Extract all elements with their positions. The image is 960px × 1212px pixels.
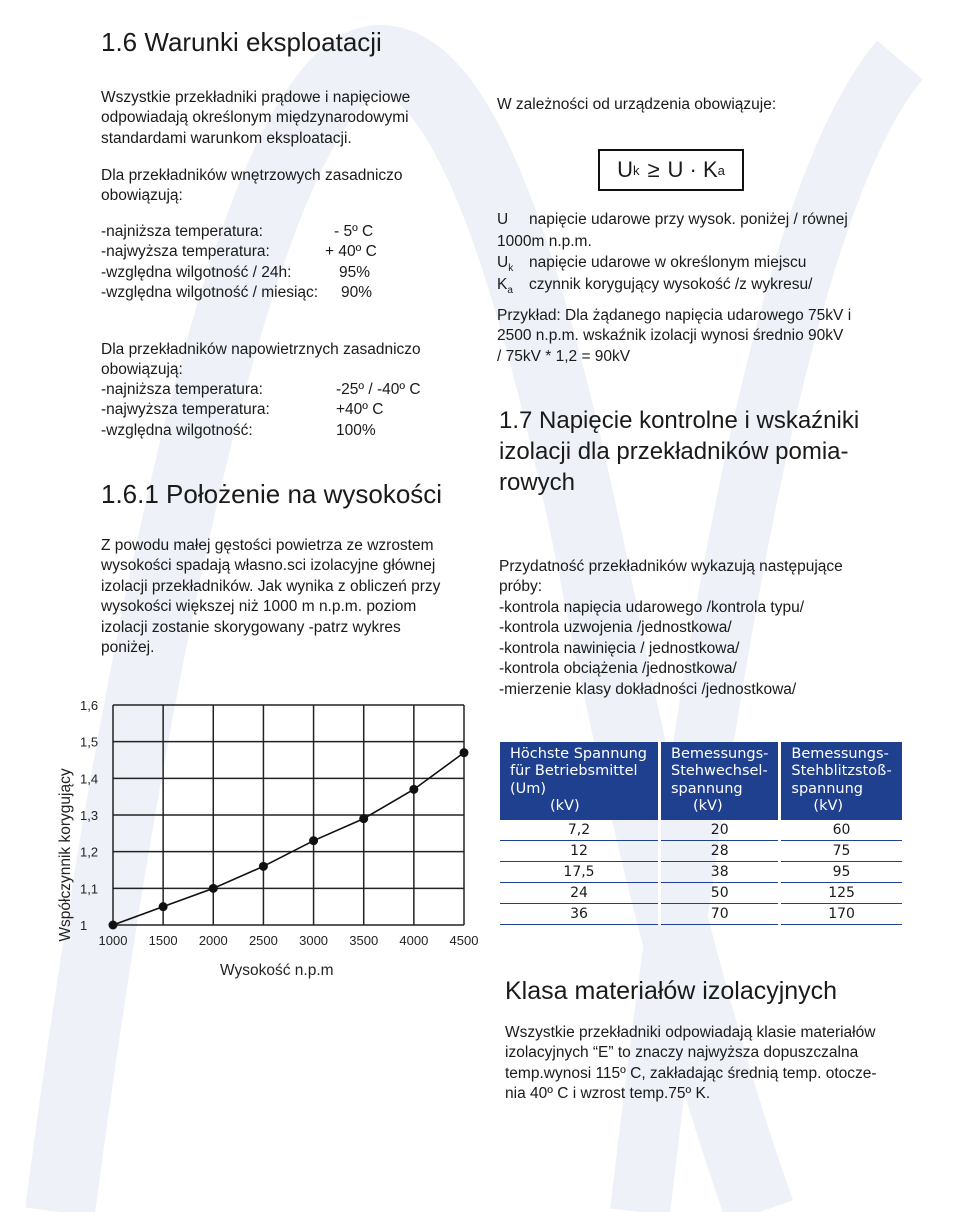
x-tick-label: 2000 xyxy=(198,933,228,948)
x-tick-label: 2500 xyxy=(248,933,278,948)
altitude-paragraph xyxy=(101,536,471,659)
formula-lhs-sub: k xyxy=(632,162,640,178)
legend-row xyxy=(497,210,897,232)
y-tick-label: 1,5 xyxy=(80,734,99,750)
dependency-intro: W zależności od urządzenia obowiązuje: xyxy=(497,96,777,113)
header-line: (kV) xyxy=(550,798,580,815)
table-cell: 60 xyxy=(780,820,902,841)
altitude-correction-chart xyxy=(40,690,490,990)
condition-row xyxy=(101,421,461,441)
y-tick-label: 1,1 xyxy=(80,881,99,897)
test-title-line: rowych xyxy=(499,469,576,497)
tests-line: -mierzenie klasy dokładności /jednostkowa/ xyxy=(499,680,797,698)
condition-label: -względna wilgotność / miesiąc: xyxy=(101,284,319,302)
table-header-cell xyxy=(500,742,660,820)
x-tick-label: 4000 xyxy=(399,933,429,948)
condition-row xyxy=(101,263,461,283)
altitude-line: wysokości spadają własno.sci izolacyjne głównej xyxy=(101,557,436,575)
example-line: / 75kV * 1,2 = 90kV xyxy=(497,347,631,365)
materials-title: Klasa materiałów izolacyjnych xyxy=(505,977,838,1005)
tests-line: -kontrola obciążenia /jednostkowa/ xyxy=(499,660,737,678)
condition-row xyxy=(101,380,461,400)
y-tick-label: 1,2 xyxy=(80,844,99,860)
data-point xyxy=(460,748,469,757)
condition-value: +40º C xyxy=(336,401,384,419)
condition-row xyxy=(101,283,461,303)
formula-rhs-sub: a xyxy=(717,162,725,178)
legend-symbol: U xyxy=(497,211,509,228)
data-point xyxy=(309,836,318,845)
table-cell: 28 xyxy=(660,840,780,861)
x-tick-label: 3000 xyxy=(299,933,329,948)
header-line: Bemessungs- xyxy=(671,746,769,762)
intro-line: odpowiadają określonym międzynarodowymi xyxy=(101,109,409,127)
table-row xyxy=(500,882,902,903)
formula-operator: ≥ xyxy=(647,157,660,182)
legend-text: 1000m n.p.m. xyxy=(497,233,592,251)
y-tick-label: 1,4 xyxy=(80,771,99,787)
intro-paragraph xyxy=(101,88,461,149)
materials-line: Wszystkie przekładniki odpowiadają klasie materiałów xyxy=(505,1024,876,1041)
header-line: (kV) xyxy=(813,798,844,815)
table-cell: 7,2 xyxy=(500,820,660,841)
condition-value: 90% xyxy=(341,284,373,302)
condition-value: 100% xyxy=(336,421,376,439)
table-cell: 75 xyxy=(780,840,902,861)
outdoor-heading-line: Dla przekładników napowietrznych zasadniczo xyxy=(101,341,421,358)
legend-symbol: U xyxy=(497,253,509,271)
table-cell: 17,5 xyxy=(500,861,660,882)
indoor-heading xyxy=(101,166,461,207)
altitude-title: 1.6.1 Położenie na wysokości xyxy=(101,479,443,509)
x-tick-label: 3500 xyxy=(349,933,379,948)
legend-text: czynnik korygujący wysokość /z wykresu/ xyxy=(529,276,813,294)
formula-rhs: U · K xyxy=(667,157,718,182)
condition-label: -najniższa temperatura: xyxy=(101,223,263,240)
example-paragraph xyxy=(497,306,907,367)
data-point xyxy=(409,785,418,794)
indoor-heading-line: obowiązują: xyxy=(101,187,183,205)
condition-row xyxy=(101,222,461,242)
materials-paragraph xyxy=(505,1023,925,1105)
table-cell: 24 xyxy=(500,882,660,903)
y-tick-label: 1,6 xyxy=(80,698,99,713)
materials-line: nia 40º C i wzrost temp.75º K. xyxy=(505,1085,711,1103)
condition-label: -względna wilgotność / 24h: xyxy=(101,263,292,281)
table-header-cell xyxy=(780,742,902,820)
condition-row xyxy=(101,242,461,262)
test-title-line: 1.7 Napięcie kontrolne i wskaźniki xyxy=(499,407,860,434)
header-line: Stehwechsel- xyxy=(671,763,768,780)
legend-row xyxy=(497,275,897,297)
condition-value: 95% xyxy=(339,263,371,281)
table-row xyxy=(500,903,902,924)
formula-box xyxy=(598,149,744,191)
table-cell: 38 xyxy=(660,861,780,882)
table-cell: 12 xyxy=(500,840,660,861)
condition-label: -najwyższa temperatura: xyxy=(101,243,270,261)
condition-value: -25º / -40º C xyxy=(336,381,421,398)
tests-line: próby: xyxy=(499,578,543,596)
table-row xyxy=(500,820,902,841)
header-line: Höchste Spannung xyxy=(510,746,647,762)
legend-symbol: K xyxy=(497,276,508,294)
condition-row xyxy=(101,400,461,420)
altitude-line: poniżej. xyxy=(101,639,155,657)
condition-label: -najniższa temperatura: xyxy=(101,381,263,398)
legend-row xyxy=(497,253,897,275)
test-title-line: izolacji dla przekładników pomia- xyxy=(499,438,849,466)
altitude-line: izolacji zostanie skorygowany -patrz wykres xyxy=(101,618,401,636)
condition-label: -najwyższa temperatura: xyxy=(101,401,270,419)
indoor-conditions-list xyxy=(101,222,461,304)
header-line: Bemessungs- xyxy=(791,746,889,762)
altitude-line: Z powodu małej gęstości powietrza ze wzrostem xyxy=(101,537,434,554)
data-point xyxy=(359,814,368,823)
tests-line: -kontrola uzwojenia /jednostkowa/ xyxy=(499,619,732,637)
test-section-title xyxy=(499,405,919,499)
outdoor-conditions-list xyxy=(101,380,461,441)
table-cell: 36 xyxy=(500,903,660,924)
table-row xyxy=(500,861,902,882)
header-line: für Betriebsmittel xyxy=(510,763,638,780)
table-cell: 95 xyxy=(780,861,902,882)
y-axis-label: Współczynnik korygujący xyxy=(57,768,74,942)
altitude-line: wysokości większej niż 1000 m n.p.m. poziom xyxy=(101,598,417,616)
outdoor-heading-line: obowiązują: xyxy=(101,361,183,379)
table-cell: 70 xyxy=(660,903,780,924)
condition-value: - 5º C xyxy=(334,223,374,240)
x-tick-label: 1500 xyxy=(148,933,178,948)
header-line: (kV) xyxy=(693,798,723,815)
tests-line: Przydatność przekładników wykazują następujące xyxy=(499,558,843,575)
tests-list xyxy=(499,557,899,700)
legend-symbol-sub: a xyxy=(507,285,513,297)
header-line: spannung xyxy=(791,780,864,797)
legend-text: napięcie udarowe w określonym miejscu xyxy=(529,253,807,271)
tests-line: -kontrola nawinięcia / jednostkowa/ xyxy=(499,639,740,657)
symbol-legend xyxy=(497,210,897,297)
intro-line: standardami warunkom eksploatacji. xyxy=(101,129,352,147)
header-line: Stehblitzstoß- xyxy=(791,763,892,780)
voltage-table xyxy=(500,742,902,925)
x-tick-label: 1000 xyxy=(98,933,128,948)
header-line: spannung xyxy=(671,780,743,797)
table-header-cell xyxy=(660,742,780,820)
example-line: 2500 n.p.m. wskaźnik izolacji wynosi średnio 90kV xyxy=(497,327,844,345)
condition-label: -względna wilgotność: xyxy=(101,421,253,439)
condition-value: + 40º C xyxy=(325,243,377,261)
tests-line: -kontrola napięcia udarowego /kontrola typu/ xyxy=(499,598,805,616)
legend-row xyxy=(497,232,897,252)
y-tick-label: 1 xyxy=(80,918,88,933)
section-title: 1.6 Warunki eksploatacji xyxy=(101,27,382,57)
x-tick-label: 4500 xyxy=(449,933,479,948)
table-row xyxy=(500,840,902,861)
header-line: (Um) xyxy=(510,780,547,797)
legend-symbol-sub: k xyxy=(508,262,514,274)
table-cell: 170 xyxy=(780,903,902,924)
indoor-heading-line: Dla przekładników wnętrzowych zasadniczo xyxy=(101,167,403,184)
data-point xyxy=(159,902,168,911)
table-cell: 20 xyxy=(660,820,780,841)
data-point xyxy=(209,884,218,893)
outdoor-heading xyxy=(101,340,461,381)
materials-line: izolacyjnych “E” to znaczy najwyższa dopuszczalna xyxy=(505,1044,859,1062)
materials-line: temp.wynosi 115º C, zakładając średnią temp. otocze- xyxy=(505,1064,877,1082)
y-tick-label: 1,3 xyxy=(80,808,99,823)
formula-lhs: U xyxy=(617,157,633,182)
table-cell: 125 xyxy=(780,882,902,903)
altitude-line: izolacji przekładników. Jak wynika z obliczeń przy xyxy=(101,577,441,595)
legend-text: napięcie udarowe przy wysok. poniżej / równej xyxy=(529,211,848,228)
data-point xyxy=(109,921,118,930)
x-axis-label: Wysokość n.p.m xyxy=(220,962,334,979)
intro-line: Wszystkie przekładniki prądowe i napięciowe xyxy=(101,89,411,106)
data-point xyxy=(259,862,268,871)
table-cell: 50 xyxy=(660,882,780,903)
table-header-row xyxy=(500,742,902,820)
example-line: Przykład: Dla żądanego napięcia udarowego 75kV i xyxy=(497,307,852,324)
